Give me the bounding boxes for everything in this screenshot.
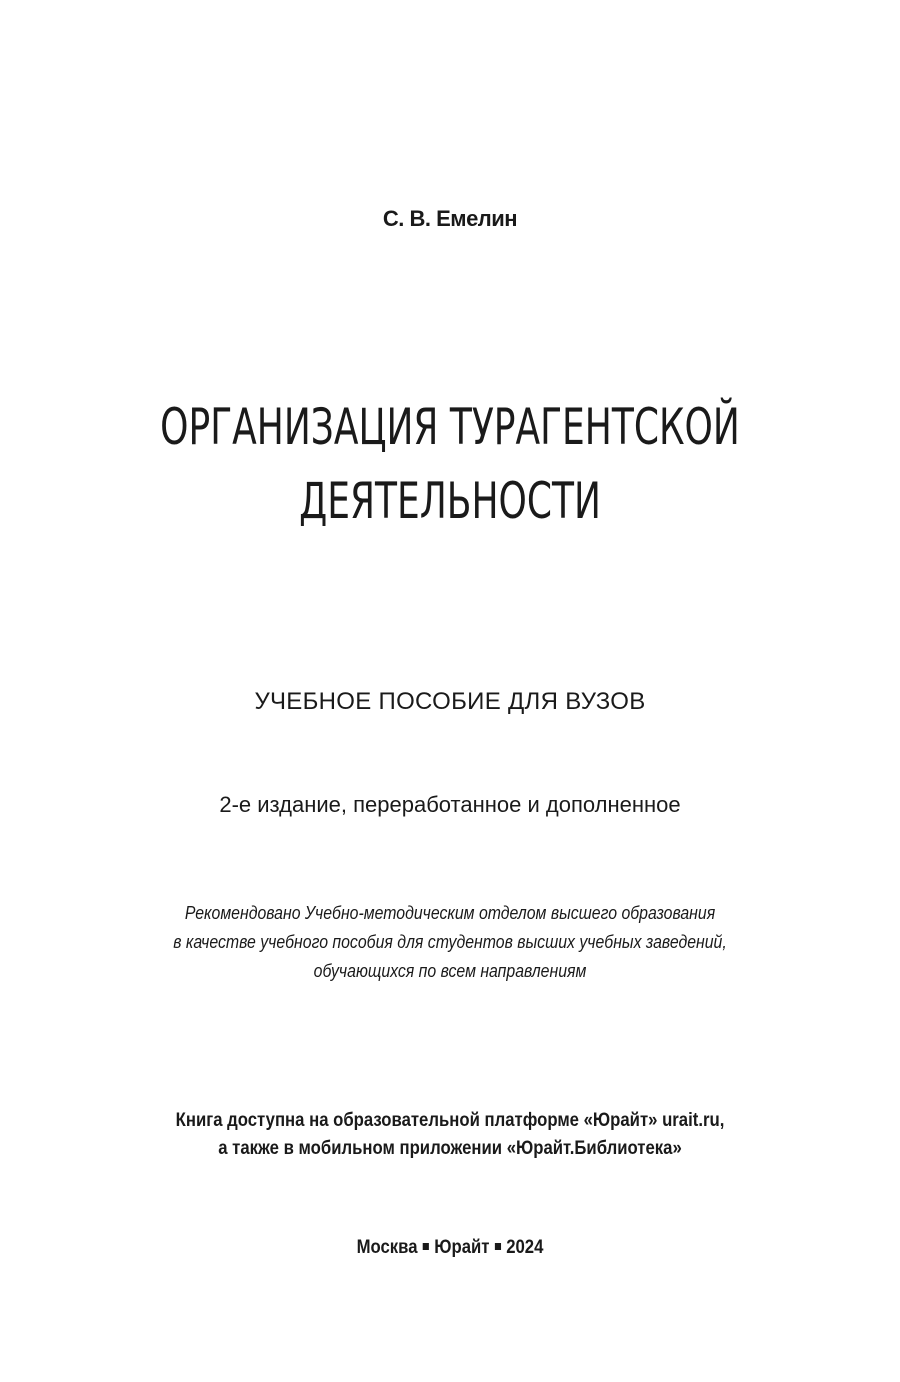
imprint-year: 2024 [506, 1237, 544, 1258]
book-subtitle: УЧЕБНОЕ ПОСОБИЕ ДЛЯ ВУЗОВ [254, 688, 646, 715]
edition-note: 2-е издание, переработанное и дополненное [219, 792, 681, 817]
imprint-publisher: Юрайт [434, 1237, 490, 1258]
imprint [54, 1237, 846, 1259]
recommendation-line-1: Рекомендовано Учебно-методическим отделом высшего образования [184, 903, 716, 923]
author-name: С. В. Емелин [382, 206, 518, 231]
book-title-line-2: ДЕЯТЕЛЬНОСТИ [299, 472, 601, 530]
recommendation-line-3: обучающихся по всем направлениям [313, 961, 587, 981]
imprint-city: Москва [356, 1237, 418, 1258]
availability-line-1: Книга доступна на образовательной платформе «Юрайт» urait.ru, [175, 1110, 725, 1131]
recommendation-line-2: в качестве учебного пособия для студентов высших учебных заведений, [173, 932, 727, 952]
square-separator-icon [495, 1243, 501, 1250]
square-separator-icon [423, 1243, 429, 1250]
availability-line-2: а также в мобильном приложении «Юрайт.Библиотека» [218, 1138, 682, 1159]
book-title-line-1: ОРГАНИЗАЦИЯ ТУРАГЕНТСКОЙ [160, 398, 740, 456]
